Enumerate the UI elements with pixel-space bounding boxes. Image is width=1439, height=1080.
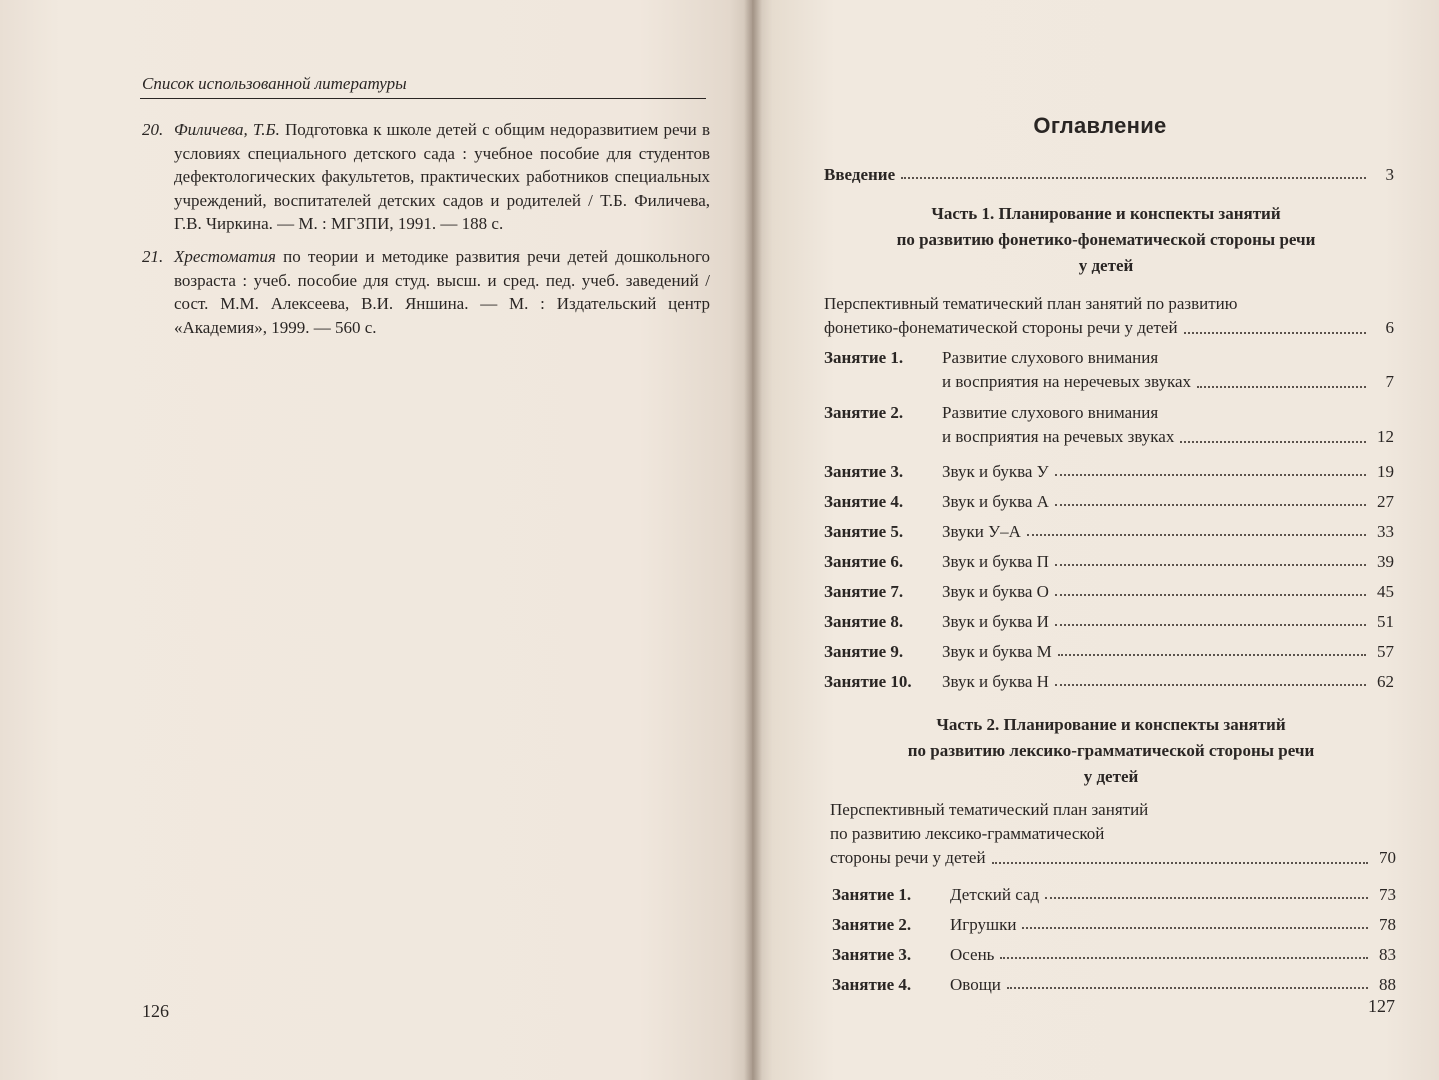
toc-lesson-entry[interactable] <box>824 346 1394 394</box>
lesson-number: Занятие 5. <box>824 522 904 541</box>
toc-entry-label: и восприятия на неречевых звуках <box>942 372 1191 391</box>
reference-text: по теории и методике развития речи детей дошкольного возраста : учеб. пособие для студ. высш. и сред. пед. учеб. заведений / сост. М.М. Алексеева, В.И. Яншина. — М. : Издательский центр «Академия», 1999. — 560 с. <box>174 246 710 337</box>
lesson-number: Занятие 2. <box>832 915 912 934</box>
toc-entry-label: Перспективный тематический план занятий <box>830 800 1149 819</box>
toc-entry-page: 83 <box>1379 945 1396 964</box>
toc-entry-page: 70 <box>1379 848 1396 867</box>
toc-entry-label: Овощи <box>950 975 1001 994</box>
toc-entry-label: Звуки У–А <box>942 522 1021 541</box>
toc-entry[interactable] <box>824 542 1394 572</box>
lesson-number: Занятие 3. <box>832 945 912 964</box>
dot-leader <box>1000 957 1368 959</box>
toc-lesson-line <box>824 346 1394 370</box>
lesson-number: Занятие 7. <box>824 582 904 601</box>
toc-entry-label: Звук и буква А <box>942 492 1049 511</box>
toc-intro <box>824 155 1394 185</box>
toc-entry-page: 12 <box>1377 427 1394 446</box>
dot-leader <box>992 862 1368 864</box>
lesson-number: Занятие 4. <box>832 975 912 994</box>
dot-leader <box>1055 624 1366 626</box>
toc-entry[interactable] <box>832 935 1396 965</box>
toc-entry-label: Игрушки <box>950 915 1017 934</box>
reference-author: Филичева, Т.Б. <box>174 120 280 139</box>
toc-entry[interactable] <box>824 602 1394 632</box>
toc-entry-label: Детский сад <box>950 885 1040 904</box>
toc-title: Оглавление <box>1033 113 1167 138</box>
part-heading-line: у детей <box>1083 767 1139 786</box>
toc-lesson-line <box>824 401 1394 425</box>
toc-entry-label: фонетико-фонематической стороны речи у детей <box>824 318 1178 337</box>
lesson-number: Занятие 3. <box>824 462 904 481</box>
dot-leader <box>1055 474 1366 476</box>
toc-entry[interactable] <box>824 512 1394 542</box>
header-rule <box>140 98 706 99</box>
dot-leader <box>1055 684 1366 686</box>
reference-number: 20. <box>142 120 164 139</box>
toc-entry-page: 6 <box>1385 318 1394 337</box>
lesson-number: Занятие 1. <box>832 885 912 904</box>
lesson-number: Занятие 2. <box>824 403 904 422</box>
lesson-number: Занятие 6. <box>824 552 904 571</box>
dot-leader <box>1055 594 1366 596</box>
reference-item <box>140 245 710 339</box>
page-number: 126 <box>142 1001 169 1021</box>
reference-number: 21. <box>142 246 164 266</box>
dot-leader <box>901 177 1366 179</box>
part-heading-line: по развитию фонетико-фонематической стороны речи <box>896 230 1316 249</box>
page-number: 127 <box>1368 996 1395 1016</box>
toc-entry-page: 88 <box>1379 975 1396 994</box>
toc-entry-page: 51 <box>1377 612 1394 631</box>
toc-entry[interactable] <box>824 452 1394 482</box>
toc-entry-label: Введение <box>824 165 896 184</box>
toc-entry[interactable] <box>832 965 1396 995</box>
toc-entry-label: и восприятия на речевых звуках <box>942 427 1175 446</box>
lesson-number: Занятие 1. <box>824 348 904 367</box>
toc-plan-entry[interactable] <box>824 292 1394 340</box>
toc-entry-label: по развитию лексико-грамматической <box>830 824 1105 843</box>
part-heading-line: Часть 2. Планирование и конспекты занятий <box>936 715 1286 734</box>
toc-entry-label: Развитие слухового внимания <box>942 348 1159 367</box>
toc-entry-page: 39 <box>1377 552 1394 571</box>
toc-entry-page: 33 <box>1377 522 1394 541</box>
toc-entry-page: 78 <box>1379 915 1396 934</box>
toc-entry-page: 62 <box>1377 672 1394 691</box>
lesson-number: Занятие 10. <box>824 672 912 691</box>
toc-entry-page: 45 <box>1377 582 1394 601</box>
toc-entry <box>824 316 1394 340</box>
toc-entry-label: Звук и буква М <box>942 642 1052 661</box>
toc-entry[interactable] <box>824 482 1394 512</box>
toc-entry-page: 7 <box>1385 372 1394 391</box>
toc-plan-entry[interactable] <box>830 798 1396 870</box>
lesson-number: Занятие 8. <box>824 612 904 631</box>
dot-leader <box>1055 504 1366 506</box>
toc-entry[interactable] <box>832 905 1396 935</box>
toc-entry-label: Перспективный тематический план занятий по развитию <box>824 294 1238 313</box>
part-heading <box>811 712 1411 790</box>
toc-entry[interactable] <box>824 662 1394 692</box>
dot-leader <box>1027 534 1366 536</box>
book-gutter <box>744 0 762 1080</box>
dot-leader <box>1007 987 1368 989</box>
toc-lesson-entry[interactable] <box>824 401 1394 449</box>
toc-entry-page: 57 <box>1377 642 1394 661</box>
toc-entry-label: Звук и буква И <box>942 612 1049 631</box>
toc-entry <box>830 846 1396 870</box>
dot-leader <box>1197 386 1366 388</box>
toc-entry-label: Звук и буква О <box>942 582 1049 601</box>
lesson-number: Занятие 9. <box>824 642 904 661</box>
toc-entry[interactable] <box>832 875 1396 905</box>
running-head: Список использованной литературы <box>142 74 407 93</box>
dot-leader <box>1055 564 1366 566</box>
toc-entry[interactable] <box>824 632 1394 662</box>
part-heading-line: по развитию лексико-грамматической стороны речи <box>907 741 1315 760</box>
part-heading-line: Часть 1. Планирование и конспекты занятий <box>931 204 1281 223</box>
toc-entry-label: Звук и буква У <box>942 462 1049 481</box>
dot-leader <box>1180 441 1366 443</box>
toc-entry-label: Звук и буква П <box>942 552 1049 571</box>
reference-author: Хрестоматия <box>174 246 276 266</box>
toc-entry-page: 27 <box>1377 492 1394 511</box>
toc-entry <box>824 370 1394 394</box>
part-heading-line: у детей <box>1078 256 1134 275</box>
toc-entry <box>824 425 1394 449</box>
dot-leader <box>1184 332 1366 334</box>
toc-entry-label: стороны речи у детей <box>830 848 986 867</box>
lesson-number: Занятие 4. <box>824 492 904 511</box>
toc-entry-page: 19 <box>1377 462 1394 481</box>
reference-text: Подготовка к школе детей с общим недоразвитием речи в условиях специального детского сада : учебное пособие для студентов дефектологических факультетов, практических работников специальных учреждений, воспитателей детских садов и родителей / Т.Б. Филичева, Г.В. Чиркина. — М. : МГЗПИ, 1991. — 188 с. <box>174 120 710 234</box>
part-heading <box>806 201 1406 279</box>
toc-entry[interactable] <box>824 155 1394 185</box>
toc-entry-page: 73 <box>1379 885 1396 904</box>
toc-entry-page: 3 <box>1385 165 1394 184</box>
toc-lesson-list <box>832 875 1396 995</box>
toc-entry-label: Осень <box>950 945 995 964</box>
reference-list <box>140 118 710 348</box>
toc-entry-label: Развитие слухового внимания <box>942 403 1159 422</box>
dot-leader <box>1045 897 1368 899</box>
reference-item <box>140 118 710 236</box>
toc-entry-label: Звук и буква Н <box>942 672 1049 691</box>
toc-entry[interactable] <box>824 572 1394 602</box>
dot-leader <box>1022 927 1368 929</box>
toc-lesson-list <box>824 452 1394 692</box>
dot-leader <box>1058 654 1366 656</box>
